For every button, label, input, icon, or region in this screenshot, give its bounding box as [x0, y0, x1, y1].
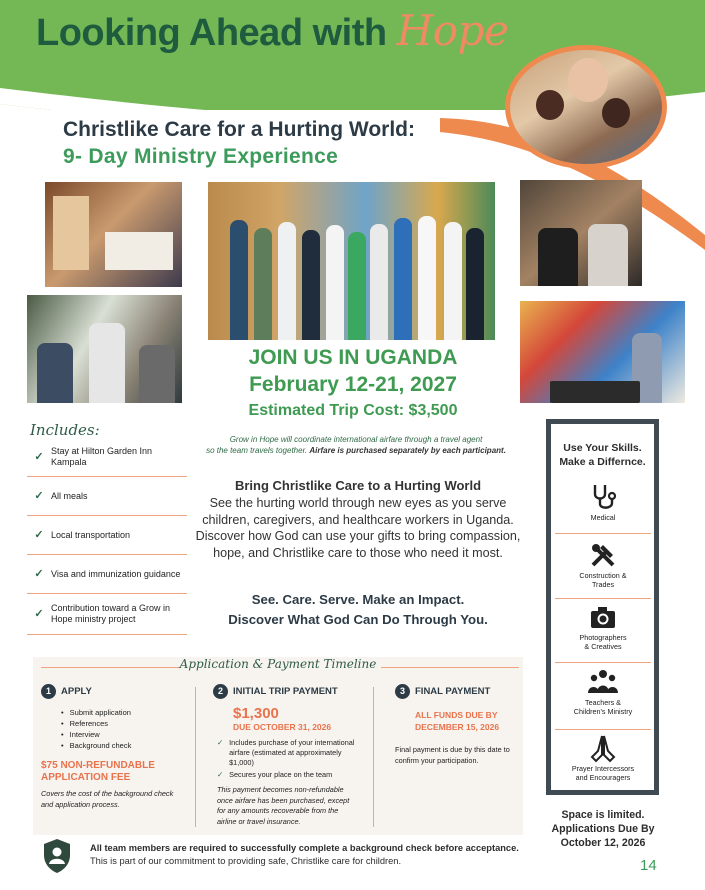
payment-note: This payment becomes non-refundable once airfare has been purchased, except for any amounts recoverable from the airline or travel insurance. — [217, 785, 350, 826]
painting-photo — [520, 301, 685, 403]
praying-hands-icon — [555, 732, 651, 764]
payment-timeline — [33, 657, 523, 835]
list-item-label: All meals — [51, 490, 88, 501]
background-check-notice — [40, 838, 540, 878]
page-number: 14 — [640, 857, 657, 874]
deadline-line1: Space is limited. — [561, 809, 645, 821]
timeline-title: Application & Payment Timeline — [179, 657, 377, 671]
header-title-main: Looking Ahead with — [36, 12, 387, 54]
skill-label-line1: Prayer Intercessors — [571, 764, 635, 773]
column-divider — [373, 687, 374, 827]
final-note: Final payment is due by this date to confirm your participation. — [395, 745, 510, 765]
hotel-room-photo — [45, 182, 182, 287]
tagline-line2: Discover What God Can Do Through You. — [228, 612, 488, 627]
skill-label-line2: Trades — [591, 580, 615, 589]
list-item — [27, 594, 187, 635]
lunch-photo — [520, 180, 642, 286]
skill-label-line2: and Encouragers — [575, 773, 631, 782]
header-circle-photo — [505, 45, 667, 169]
page-header-title — [36, 6, 508, 55]
skills-title-line2: Make a Differnce. — [559, 456, 646, 468]
notice-line1: All team members are required to successfully complete a background check before acceptance. — [90, 843, 519, 853]
payment-checklist — [217, 738, 368, 780]
timeline-step-final — [395, 683, 520, 766]
skill-label-line2: & Creatives — [584, 642, 622, 651]
step-heading: FINAL PAYMENT — [415, 686, 491, 698]
prayer-photo — [27, 295, 182, 403]
tools-icon — [555, 539, 651, 571]
deadline-line3: October 12, 2026 — [560, 837, 646, 849]
list-item — [217, 770, 368, 780]
list-item-label: Includes purchase of your international airfare (estimated at approximately $1,000) — [229, 738, 355, 767]
camera-icon — [555, 601, 651, 633]
step-heading: APPLY — [61, 686, 92, 698]
airfare-note — [190, 434, 522, 456]
step-number: 1 — [41, 684, 56, 699]
list-item-label: Local transportation — [51, 529, 131, 540]
skill-label — [555, 698, 651, 716]
skill-label — [555, 633, 651, 651]
people-icon — [555, 666, 651, 698]
airfare-note-text: so the team travels together. — [206, 446, 308, 455]
photo-door — [53, 196, 89, 270]
photo-bed — [105, 232, 173, 270]
skill-prayer — [555, 732, 651, 788]
fee-line2: APPLICATION FEE — [41, 772, 131, 783]
join-heading: JOIN US IN UGANDA — [248, 346, 458, 369]
skill-label-line2: Children's Ministry — [573, 707, 633, 716]
bring-title: Bring Christlike Care to a Hurting World — [234, 478, 482, 493]
list-item: • Background check — [61, 740, 191, 751]
skill-label-line1: Medical — [590, 513, 616, 522]
team-group-photo — [208, 182, 495, 340]
fee-note: Covers the cost of the background check and application process. — [41, 789, 174, 809]
application-fee — [41, 760, 191, 784]
list-item — [217, 738, 368, 768]
final-due-line2: DECEMBER 15, 2026 — [415, 722, 500, 732]
list-item — [27, 555, 187, 594]
list-item: • Submit application — [61, 707, 191, 718]
tagline — [195, 590, 521, 630]
final-due-line1: ALL FUNDS DUE BY — [415, 710, 498, 720]
skill-photographers — [555, 601, 651, 663]
check-icon: ✓ — [34, 489, 44, 502]
skills-title — [551, 441, 654, 469]
check-icon: ✓ — [34, 567, 44, 580]
list-item: • References — [61, 718, 191, 729]
check-icon: ✓ — [217, 738, 224, 747]
step-number: 2 — [213, 684, 228, 699]
bring-body: See the hurting world through new eyes as you serve children, caregivers, and healthcare workers in Uganda. Discover how God can use your gifts to bring compassion, hope, and Christlike care to those who need it most. — [195, 496, 521, 560]
skill-teachers — [555, 666, 651, 730]
check-icon: ✓ — [34, 528, 44, 541]
skill-label-line1: Construction & — [579, 571, 627, 580]
skill-label — [555, 513, 651, 522]
notice-line2: This is part of our commitment to providing safe, Christlike care for children. — [90, 856, 402, 866]
airfare-note-line2 — [190, 445, 522, 456]
timeline-step-initial — [213, 683, 368, 827]
shield-user-icon — [42, 838, 72, 874]
final-due — [415, 709, 520, 733]
timeline-step-apply — [41, 683, 191, 810]
list-item-label: Secures your place on the team — [229, 770, 333, 779]
step-number: 3 — [395, 684, 410, 699]
includes-list — [27, 438, 187, 635]
includes-title: Includes: — [30, 421, 100, 439]
skill-medical — [555, 481, 651, 534]
skill-label — [555, 571, 651, 589]
section-subheading: 9- Day Ministry Experience — [63, 145, 339, 168]
deadline-line2: Applications Due By — [551, 823, 655, 835]
airfare-note-emphasis: Airfare is purchased separately by each participant. — [309, 446, 506, 455]
skill-label-line1: Teachers & — [585, 698, 621, 707]
check-icon: ✓ — [34, 450, 44, 463]
list-item-label: Visa and immunization guidance — [51, 568, 181, 579]
list-item: • Interview — [61, 729, 191, 740]
list-item-label: Stay at Hilton Garden Inn Kampala — [51, 446, 153, 467]
column-divider — [195, 687, 196, 827]
skills-panel — [546, 419, 659, 795]
bring-section — [195, 478, 521, 561]
fee-line1: $75 NON-REFUNDABLE — [41, 760, 155, 771]
step-bullets — [61, 707, 191, 751]
check-icon: ✓ — [34, 607, 44, 620]
airfare-note-line1: Grow in Hope will coordinate international airfare through a travel agent — [229, 435, 483, 444]
skill-construction — [555, 539, 651, 599]
header-title-script: Hope — [396, 6, 509, 55]
payment-amount: $1,300 — [233, 705, 279, 722]
trip-cost: Estimated Trip Cost: $3,500 — [248, 402, 458, 419]
check-icon: ✓ — [217, 770, 224, 779]
payment-due: DUE OCTOBER 31, 2026 — [233, 722, 332, 732]
photo-face — [602, 98, 630, 128]
skill-label — [555, 764, 651, 782]
stethoscope-icon — [555, 481, 651, 513]
step-heading: INITIAL TRIP PAYMENT — [233, 686, 338, 698]
trip-info — [218, 345, 488, 423]
application-deadline — [540, 808, 666, 850]
list-item-label: Contribution toward a Grow in Hope ministry project — [51, 603, 171, 624]
photo-face — [568, 58, 608, 102]
photo-face — [536, 90, 564, 120]
tagline-line1: See. Care. Serve. Make an Impact. — [251, 592, 465, 607]
trip-dates: February 12-21, 2027 — [249, 373, 457, 396]
list-item — [27, 438, 187, 477]
section-heading: Christlike Care for a Hurting World: — [63, 118, 415, 141]
list-item — [27, 516, 187, 555]
skills-title-line1: Use Your Skills. — [563, 442, 642, 454]
skill-label-line1: Photographers — [579, 633, 627, 642]
list-item — [27, 477, 187, 516]
